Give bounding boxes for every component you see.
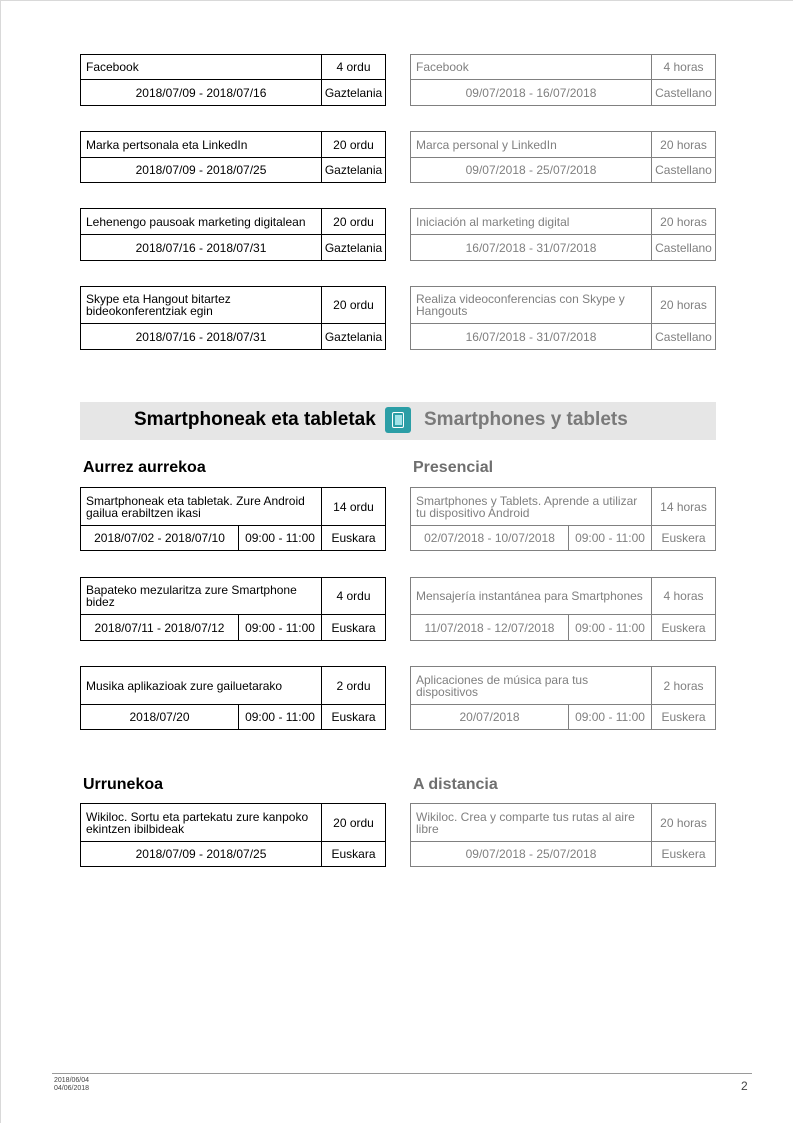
course-table-eu: [80, 577, 386, 641]
course-table-es: [410, 208, 716, 261]
course-dates: 2018/07/09 - 2018/07/25: [81, 842, 322, 867]
course-language: Castellano: [652, 158, 716, 183]
course-title: Lehenengo pausoak marketing digitalean: [81, 209, 322, 235]
course-dates: 09/07/2018 - 25/07/2018: [411, 842, 652, 867]
course-table-es: [410, 487, 716, 551]
course-title: Skype eta Hangout bitartez bideokonferentziak egin: [81, 287, 322, 324]
course-language: Euskara: [322, 705, 386, 730]
course-title: Facebook: [411, 55, 652, 80]
course-table-es: [410, 666, 716, 730]
course-hours: 14 ordu: [322, 488, 386, 526]
course-language: Euskara: [322, 842, 386, 867]
course-dates: 16/07/2018 - 31/07/2018: [411, 235, 652, 261]
course-table-eu: [80, 487, 386, 551]
smartphone-icon: [385, 407, 411, 433]
course-table-es: [410, 131, 716, 183]
course-language: Euskera: [652, 842, 716, 867]
course-hours: 20 ordu: [322, 804, 386, 842]
subheading-presential-es: Presencial: [413, 459, 494, 476]
course-table-eu: [80, 131, 386, 183]
course-hours: 4 horas: [652, 55, 716, 80]
course-table-es: [410, 803, 716, 867]
course-dates: 2018/07/02 - 2018/07/10: [81, 526, 239, 551]
course-hours: 20 ordu: [322, 287, 386, 324]
course-language: Castellano: [652, 324, 716, 350]
course-table-es: [410, 54, 716, 106]
course-hours: 4 ordu: [322, 55, 386, 80]
course-title: Wikiloc. Crea y comparte tus rutas al aire libre: [411, 804, 652, 842]
course-table-es: [410, 286, 716, 350]
course-table-eu: [80, 286, 386, 350]
course-dates: 09/07/2018 - 25/07/2018: [411, 158, 652, 183]
course-language: Euskera: [652, 705, 716, 730]
course-hours: 20 horas: [652, 287, 716, 324]
course-hours: 4 ordu: [322, 578, 386, 615]
subheading-distance-eu: Urrunekoa: [83, 776, 164, 793]
course-hours: 2 ordu: [322, 667, 386, 705]
course-title: Aplicaciones de música para tus dispositivos: [411, 667, 652, 705]
course-title: Marca personal y LinkedIn: [411, 132, 652, 158]
course-hours: 20 ordu: [322, 132, 386, 158]
course-time: 09:00 - 11:00: [239, 526, 322, 551]
course-dates: 09/07/2018 - 16/07/2018: [411, 80, 652, 106]
course-dates: 2018/07/09 - 2018/07/25: [81, 158, 322, 183]
course-title: Marka pertsonala eta LinkedIn: [81, 132, 322, 158]
course-language: Castellano: [652, 235, 716, 261]
course-dates: 16/07/2018 - 31/07/2018: [411, 324, 652, 350]
page-number: 2: [741, 1079, 748, 1093]
course-language: Gaztelania: [322, 158, 386, 183]
course-hours: 20 horas: [652, 804, 716, 842]
course-hours: 20 ordu: [322, 209, 386, 235]
course-hours: 4 horas: [652, 578, 716, 615]
course-title: Smartphones y Tablets. Aprende a utilizar tu dispositivo Android: [411, 488, 652, 526]
course-title: Smartphoneak eta tabletak. Zure Android gailua erabiltzen ikasi: [81, 488, 322, 526]
course-hours: 14 horas: [652, 488, 716, 526]
footer-date-es: 04/06/2018: [54, 1085, 90, 1092]
course-table-es: [410, 577, 716, 641]
course-hours: 20 horas: [652, 209, 716, 235]
course-hours: 2 horas: [652, 667, 716, 705]
course-time: 09:00 - 11:00: [239, 705, 322, 730]
course-dates: 2018/07/11 - 2018/07/12: [81, 615, 239, 641]
course-title: Bapateko mezularitza zure Smartphone bidez: [81, 578, 322, 615]
course-title: Musika aplikazioak zure gailuetarako: [81, 667, 322, 705]
course-language: Euskara: [322, 526, 386, 551]
subheading-presential-eu: Aurrez aurrekoa: [83, 459, 206, 476]
course-language: Castellano: [652, 80, 716, 106]
course-title: Realiza videoconferencias con Skype y Hangouts: [411, 287, 652, 324]
section-title-eu: Smartphoneak eta tabletak: [134, 409, 376, 430]
footer-divider: [52, 1073, 752, 1074]
course-dates: 2018/07/16 - 2018/07/31: [81, 324, 322, 350]
course-table-eu: [80, 803, 386, 867]
course-title: Mensajería instantánea para Smartphones: [411, 578, 652, 615]
course-dates: 2018/07/20: [81, 705, 239, 730]
course-dates: 11/07/2018 - 12/07/2018: [411, 615, 569, 641]
course-title: Wikiloc. Sortu eta partekatu zure kanpoko ekintzen ibilbideak: [81, 804, 322, 842]
course-dates: 2018/07/16 - 2018/07/31: [81, 235, 322, 261]
course-time: 09:00 - 11:00: [569, 705, 652, 730]
course-language: Euskara: [322, 615, 386, 641]
section-title-es: Smartphones y tablets: [424, 409, 628, 430]
course-table-eu: [80, 208, 386, 261]
course-time: 09:00 - 11:00: [569, 526, 652, 551]
course-language: Gaztelania: [322, 324, 386, 350]
course-table-eu: [80, 54, 386, 106]
course-dates: 20/07/2018: [411, 705, 569, 730]
course-dates: 2018/07/09 - 2018/07/16: [81, 80, 322, 106]
course-time: 09:00 - 11:00: [239, 615, 322, 641]
subheading-distance-es: A distancia: [413, 776, 498, 793]
course-title: Iniciación al marketing digital: [411, 209, 652, 235]
footer-date-eu: 2018/06/04: [54, 1077, 90, 1084]
course-language: Gaztelania: [322, 235, 386, 261]
course-language: Euskera: [652, 526, 716, 551]
course-dates: 02/07/2018 - 10/07/2018: [411, 526, 569, 551]
course-language: Gaztelania: [322, 80, 386, 106]
course-title: Facebook: [81, 55, 322, 80]
course-time: 09:00 - 11:00: [569, 615, 652, 641]
course-table-eu: [80, 666, 386, 730]
course-language: Euskera: [652, 615, 716, 641]
course-hours: 20 horas: [652, 132, 716, 158]
